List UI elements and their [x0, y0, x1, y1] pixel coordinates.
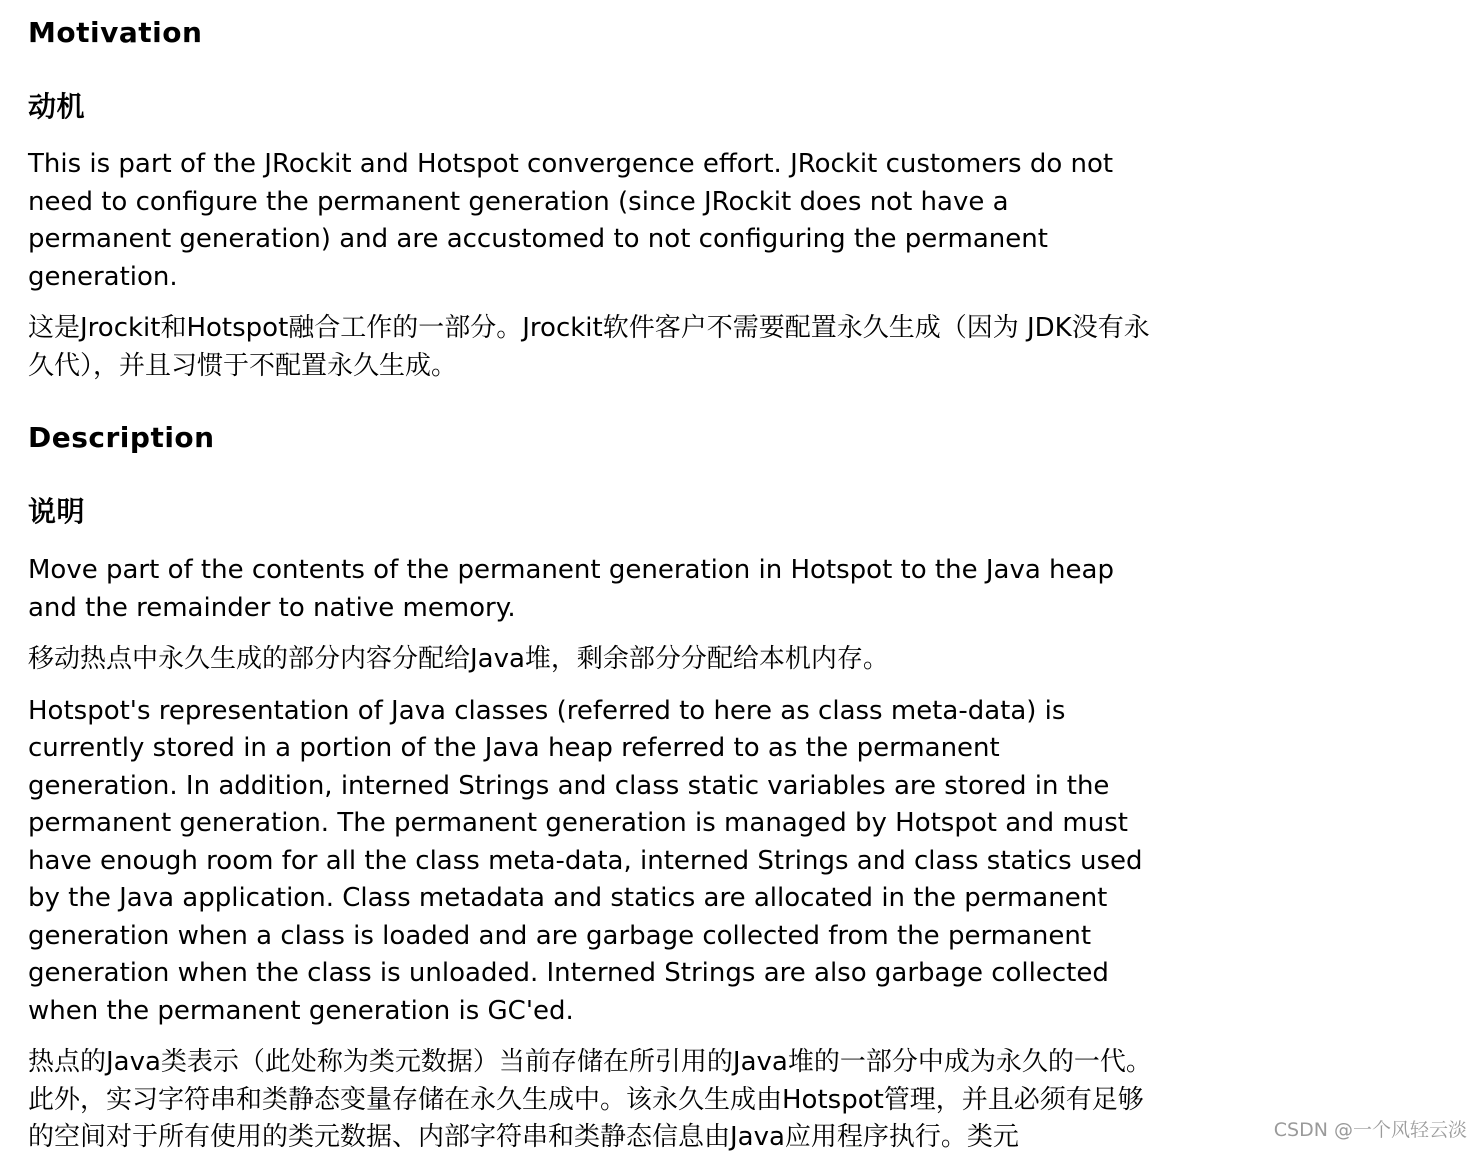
heading-motivation: Motivation [28, 16, 203, 49]
description-paragraph-chinese-2: 热点的Java类表示（此处称为类元数据）当前存储在所引用的Java堆的一部分中成为永久的一代。此外，实习字符串和类静态变量存储在永久生成中。该永久生成由Hotspot管理，并且必须有足够的空间对于所有使用的类元数据、内部字符串和类静态信息由Java应用程序执行。类元 [28, 1047, 1152, 1152]
heading-description: Description [28, 421, 215, 454]
description-paragraph-english-1: Move part of the contents of the permanent generation in Hotspot to the Java heap and the remainder to native memory. [28, 555, 1114, 623]
description-paragraph-english-2: Hotspot's representation of Java classes (referred to here as class meta-data) is currently stored in a portion of the Java heap referred to as the permanent generation. In addition, interned Strings and class static variables are stored in the permanent generation. The permanent generation is managed by Hotspot and must have enough room for all the class meta-data, interned Strings and class statics used by the Java application. Class metadata and statics are allocated in the permanent generation when a class is loaded and are garbage collected from the permanent generation when the class is unloaded. Interned Strings are also garbage collected when the permanent generation is GC'ed. [28, 695, 1143, 1026]
article-body [28, 0, 1153, 1157]
csdn-watermark: CSDN @一个风轻云淡 [1273, 1119, 1467, 1141]
heading-motivation-chinese: 动机 [28, 90, 86, 123]
motivation-paragraph-english: This is part of the JRockit and Hotspot convergence effort. JRockit customers do not need to configure the permanent generation (since JRockit does not have a permanent generation) and are accustomed to not configuring the permanent generation. [28, 149, 1114, 292]
description-paragraph-chinese-1: 移动热点中永久生成的部分内容分配给Java堆，剩余部分分配给本机内存。 [28, 644, 889, 674]
motivation-paragraph-chinese: 这是Jrockit和Hotspot融合工作的一部分。Jrockit软件客户不需要配置永久生成（因为 JDK没有永久代），并且习惯于不配置永久生成。 [28, 313, 1150, 381]
heading-description-chinese: 说明 [28, 495, 86, 528]
